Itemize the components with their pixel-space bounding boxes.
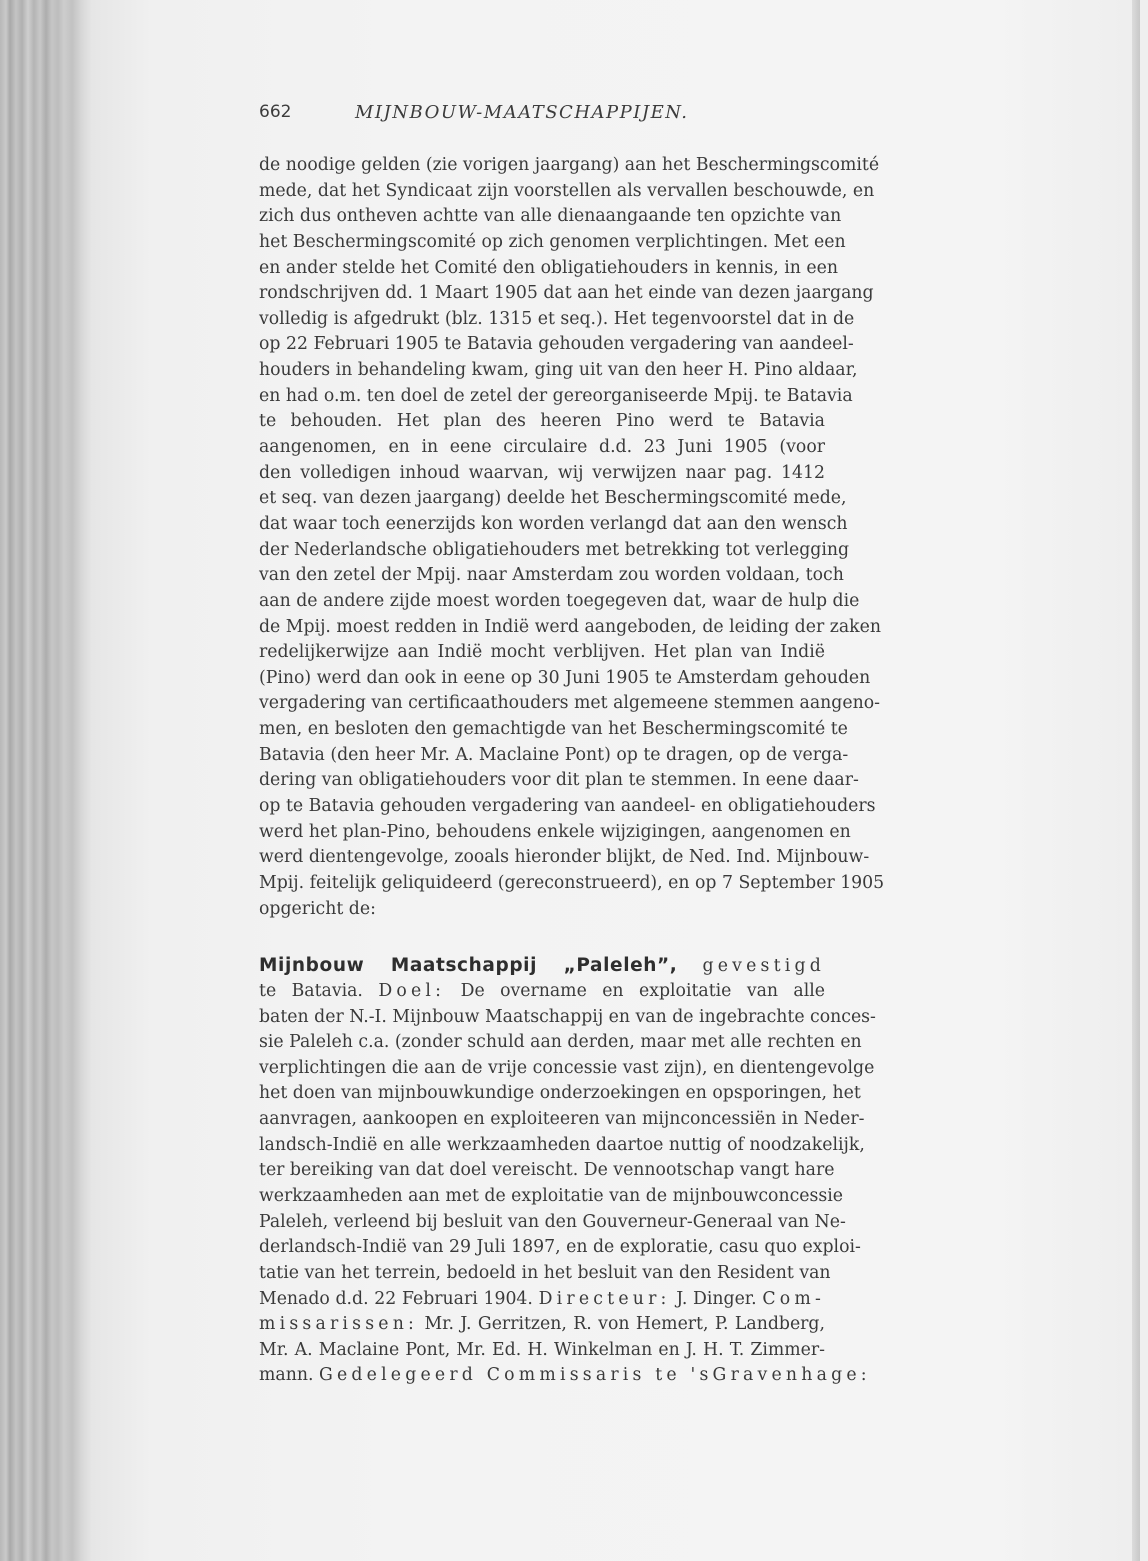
text-line: landsch-Indië en alle werkzaamheden daartoe nuttig of noodzakelijk,	[259, 1134, 865, 1155]
text-line: derlandsch-Indië van 29 Juli 1897, en de exploratie, casu quo exploi-	[259, 1237, 861, 1258]
gedelegeerd-label: Gedelegeerd Commissaris te 'sGravenhage:	[318, 1365, 871, 1386]
commissarissen-label-end: missarissen:	[259, 1314, 419, 1335]
text-line: ter bereiking van dat doel vereischt. De vennootschap vangt hare	[259, 1160, 835, 1181]
established-label: gevestigd	[702, 956, 826, 977]
directeur-label: Directeur:	[538, 1288, 671, 1309]
menado-text: Menado d.d. 22 Februari 1904.	[259, 1288, 533, 1309]
text-line: et seq. van dezen jaargang) deelde het Beschermingscomité mede,	[259, 488, 847, 509]
text-line: vergadering van certificaathouders met algemeene stemmen aangeno-	[259, 693, 880, 714]
text-line	[259, 1312, 825, 1338]
text-line: verplichtingen die aan de vrije concessie vast zijn), en dientengevolge	[259, 1057, 875, 1078]
text-line: Mpij. feitelijk geliquideerd (gereconstrueerd), en op 7 September 1905	[259, 872, 885, 893]
page-edge	[1132, 0, 1140, 1561]
text-line: en had o.m. ten doel de zetel der gereorganiseerde Mpij. te Batavia	[259, 385, 853, 406]
text-line: Batavia (den heer Mr. A. Maclaine Pont) op te dragen, op de verga-	[259, 744, 849, 765]
text-line: aanvragen, aankoopen en exploiteeren van mijnconcessiën in Neder-	[259, 1109, 865, 1130]
text-line: baten der N.-I. Mijnbouw Maatschappij en van de ingebrachte conces-	[259, 1006, 876, 1027]
text-line: dering van obligatiehouders voor dit plan te stemmen. In eene daar-	[259, 770, 859, 791]
text-line: het doen van mijnbouwkundige onderzoekingen en opsporingen, het	[259, 1083, 861, 1104]
company-heading-line	[259, 953, 825, 979]
text-line: volledig is afgedrukt (blz. 1315 et seq.). Het tegenvoorstel dat in de	[259, 308, 855, 329]
text-line: den volledigen inhoud waarvan, wij verwijzen naar pag. 1412	[259, 462, 825, 483]
doel-label: Doel:	[378, 980, 446, 1001]
company-entry	[259, 953, 876, 1389]
text-line: rondschrijven dd. 1 Maart 1905 dat aan het einde van dezen jaargang	[259, 283, 874, 304]
text-line: werkzaamheden aan met de exploitatie van de mijnbouwconcessie	[259, 1185, 843, 1206]
text-line: sie Paleleh c.a. (zonder schuld aan derden, maar met alle rechten en	[259, 1032, 862, 1053]
text-line: op 22 Februari 1905 te Batavia gehouden vergadering van aandeel-	[259, 334, 854, 355]
text-line: dat waar toch eenerzijds kon worden verlangd dat aan den wensch	[259, 513, 848, 534]
text-line: tatie van het terrein, bedoeld in het besluit van den Resident van	[259, 1262, 831, 1283]
text-line: van den zetel der Mpij. naar Amsterdam zou worden voldaan, toch	[259, 565, 844, 586]
section-gap	[259, 922, 825, 953]
text-line: het Beschermingscomité op zich genomen verplichtingen. Met een	[259, 231, 846, 252]
paragraph-history	[259, 153, 885, 922]
running-title: MIJNBOUW-MAATSCHAPPIJEN.	[355, 102, 689, 123]
text-line: (Pino) werd dan ook in eene op 30 Juni 1905 te Amsterdam gehouden	[259, 667, 871, 688]
text-line: aangenomen, en in eene circulaire d.d. 23 Juni 1905 (voor	[259, 437, 825, 458]
text-line	[259, 1287, 825, 1313]
text-line: redelijkerwijze aan Indië mocht verblijven. Het plan van Indië	[259, 642, 825, 663]
book-gutter	[0, 0, 92, 1561]
text-line: werd dientengevolge, zooals hieronder blijkt, de Ned. Ind. Mijnbouw-	[259, 847, 870, 868]
text-line: aan de andere zijde moest worden toegegeven dat, waar de hulp die	[259, 590, 860, 611]
text-line: Mr. A. Maclaine Pont, Mr. Ed. H. Winkelman en J. H. T. Zimmer-	[259, 1339, 825, 1360]
text-line: te behouden. Het plan des heeren Pino werd te Batavia	[259, 411, 825, 432]
text-line: de Mpij. moest redden in Indië werd aangeboden, de leiding der zaken	[259, 616, 881, 637]
text-line: houders in behandeling kwam, ging uit van den heer H. Pino aldaar,	[259, 360, 858, 381]
text-line	[259, 979, 825, 1005]
body-text	[259, 153, 885, 1389]
location-text: te Batavia.	[259, 980, 363, 1001]
page-header	[259, 102, 825, 130]
last-line-prefix: mann.	[259, 1365, 314, 1386]
text-line	[259, 1363, 871, 1389]
text-line: Paleleh, verleend bij besluit van den Gouverneur-Generaal van Ne-	[259, 1211, 846, 1232]
commissarissen-value: Mr. J. Gerritzen, R. von Hemert, P. Landberg,	[424, 1314, 825, 1335]
text-line: en ander stelde het Comité den obligatiehouders in kennis, in een	[259, 257, 838, 278]
commissarissen-label-start: Com-	[762, 1288, 826, 1309]
directeur-value: J. Dinger.	[676, 1288, 757, 1309]
text-line: werd het plan-Pino, behoudens enkele wijzigingen, aangenomen en	[259, 821, 851, 842]
text-line: op te Batavia gehouden vergadering van aandeel- en obligatiehouders	[259, 796, 876, 817]
doel-text: De overname en exploitatie van alle	[460, 980, 826, 1001]
text-line: men, en besloten den gemachtigde van het Beschermingscomité te	[259, 719, 848, 740]
text-line: de noodige gelden (zie vorigen jaargang) aan het Beschermingscomité	[259, 155, 880, 175]
text-line: opgericht de:	[259, 898, 376, 919]
text-line: zich dus ontheven achtte van alle dienaangaande ten opzichte van	[259, 206, 842, 227]
page-number: 662	[259, 102, 292, 122]
text-line: der Nederlandsche obligatiehouders met betrekking tot verlegging	[259, 539, 850, 560]
text-line: mede, dat het Syndicaat zijn voorstellen als vervallen beschouwde, en	[259, 180, 875, 201]
company-name: Mijnbouw Maatschappij „Paleleh”,	[259, 955, 678, 977]
